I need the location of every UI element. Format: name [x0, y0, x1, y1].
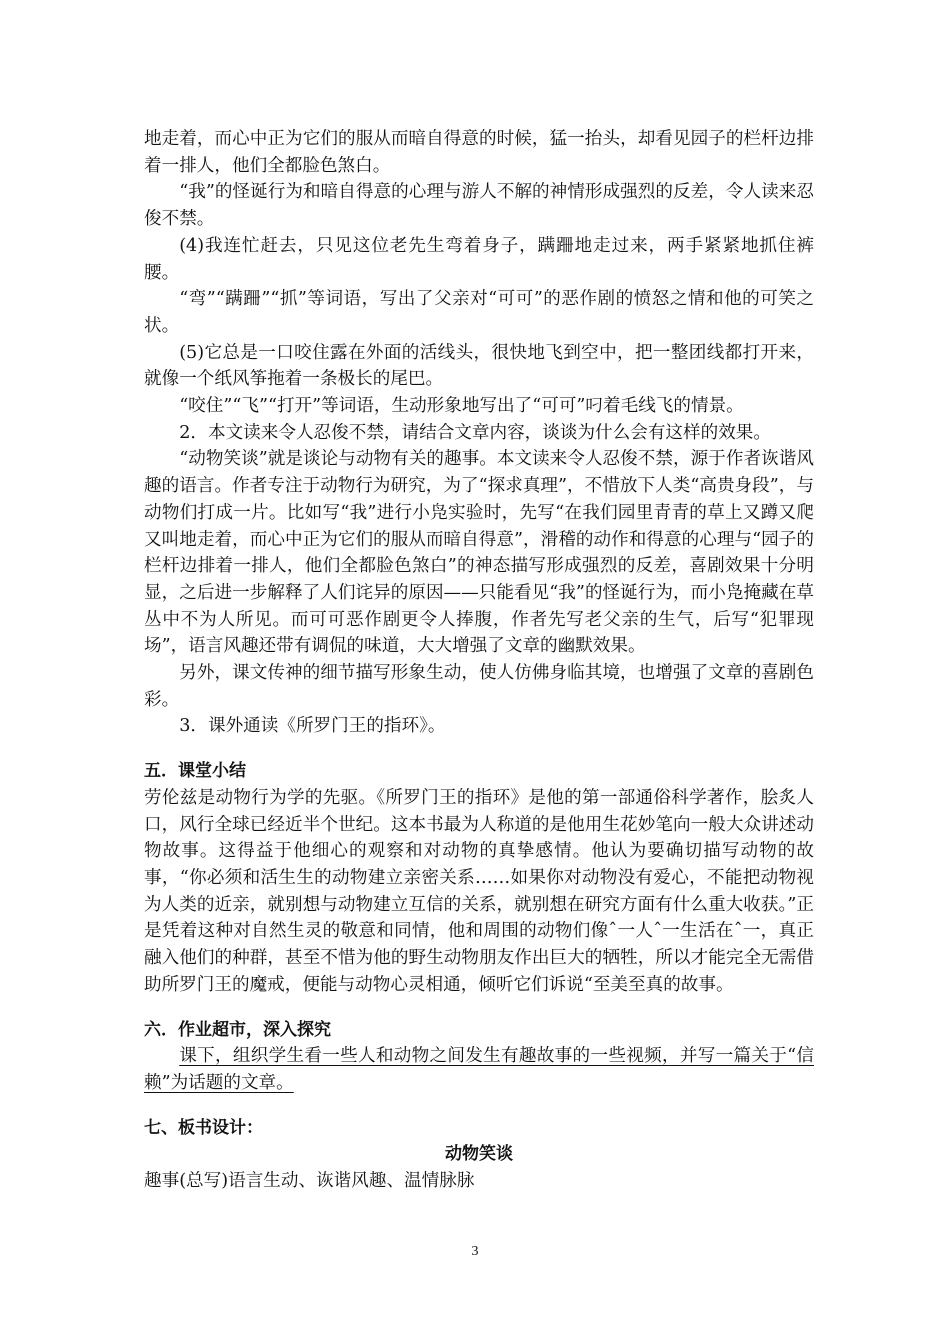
- summary-paragraph: 劳伦兹是动物行为学的先驱。《所罗门王的指环》是他的第一部通俗科学著作，脍炙人口，风行全球已经近半个世纪。这本书最为人称道的是他用生花妙笔向一般大众讲述动物故事。这得益于他细心的观察和对动物的真挚感情。他认为要确切描写动物的故事，“你必须和活生生的动物建立亲密关系……如果你对动物没有爱心，不能把动物视为人类的近亲，就别想与动物建立互信的关系，就别想在研究方面有什么重大收获。”正是凭着这种对自然生灵的敬意和同情，他和周围的动物们像ˆ一人ˆ一生活在ˆ一，真正融入他们的种群，甚至不惜为他的野生动物朋友作出巨大的牺牲，所以才能完全无需借助所罗门王的魔戒，便能与动物心灵相通，倾听它们诉说“至美至真的故事。: [144, 787, 814, 995]
- body-paragraph: “咬住”“飞”“打开”等词语，生动形象地写出了“可可”叼着毛线飞的情景。: [179, 396, 744, 417]
- section-heading-board-design: 七、板书设计：: [144, 1117, 263, 1138]
- page-number: 3: [471, 1244, 479, 1259]
- section-gap: [144, 999, 814, 1017]
- section-gap: [144, 740, 814, 758]
- board-title: 动物笑谈: [445, 1144, 513, 1165]
- section-heading-homework: 六．作业超市，深入探究: [144, 1019, 331, 1040]
- question-paragraph: 3．课外通读《所罗门王的指环》。: [179, 716, 446, 737]
- body-paragraph: “我”的怪诞行为和暗自得意的心理与游人不解的神情形成强烈的反差，令人读来忍俊不禁。: [144, 182, 814, 230]
- board-line: 趣事(总写)语言生动、诙谐风趣、温情脉脉: [144, 1171, 475, 1192]
- body-paragraph: (4)我连忙赶去，只见这位老先生弯着身子，蹒跚地走过来，两手紧紧地抓住裤腰。: [144, 235, 814, 283]
- document-content: [144, 126, 814, 1195]
- body-paragraph: “弯”“蹒跚”“抓”等词语，写出了父亲对“可可”的恶作剧的愤怒之情和他的可笑之状。: [144, 289, 814, 336]
- answer-paragraph: “动物笑谈”就是谈论与动物有关的趣事。本文读来令人忍俊不禁，源于作者诙谐风趣的语言。作者专注于动物行为研究，为了“探求真理”，不惜放下人类“高贵身段”，与动物们打成一片。比如写“我”进行小凫实验时，先写“在我们园里青青的草上又蹲又爬又叫地走着，而心中正为它们的服从而暗自得意”，滑稽的动作和得意的心理与“园子的栏杆边排着一排人，他们全都脸色煞白”的神态描写形成强烈的反差，喜剧效果十分明显，之后进一步解释了人们诧异的原因——只能看见“我”的怪诞行为，而小凫掩藏在草丛中不为人所见。而可可恶作剧更令人捧腹，作者先写老父亲的生气，后写“犯罪现场”，语言风趣还带有调侃的味道，大大增强了文章的幽默效果。: [144, 449, 814, 657]
- homework-paragraph: 课下，组织学生看一些人和动物之间发生有趣故事的一些视频，并写一篇关于“信赖”为话题的文章。: [144, 1046, 814, 1093]
- section-gap: [144, 1097, 814, 1115]
- question-paragraph: 2．本文读来令人忍俊不禁，请结合文章内容，谈谈为什么会有这样的效果。: [179, 422, 771, 443]
- body-paragraph: (5)它总是一口咬住露在外面的活线头，很快地飞到空中，把一整团线都打开来，就像一个纸风筝拖着一条极长的尾巴。: [144, 342, 814, 390]
- body-paragraph: 地走着，而心中正为它们的服从而暗自得意的时候，猛一抬头，却看见园子的栏杆边排着一排人，他们全都脸色煞白。: [144, 129, 814, 176]
- answer-paragraph: 另外，课文传神的细节描写形象生动，使人仿佛身临其境，也增强了文章的喜剧色彩。: [144, 663, 814, 710]
- section-heading-summary: 五．课堂小结: [144, 761, 246, 782]
